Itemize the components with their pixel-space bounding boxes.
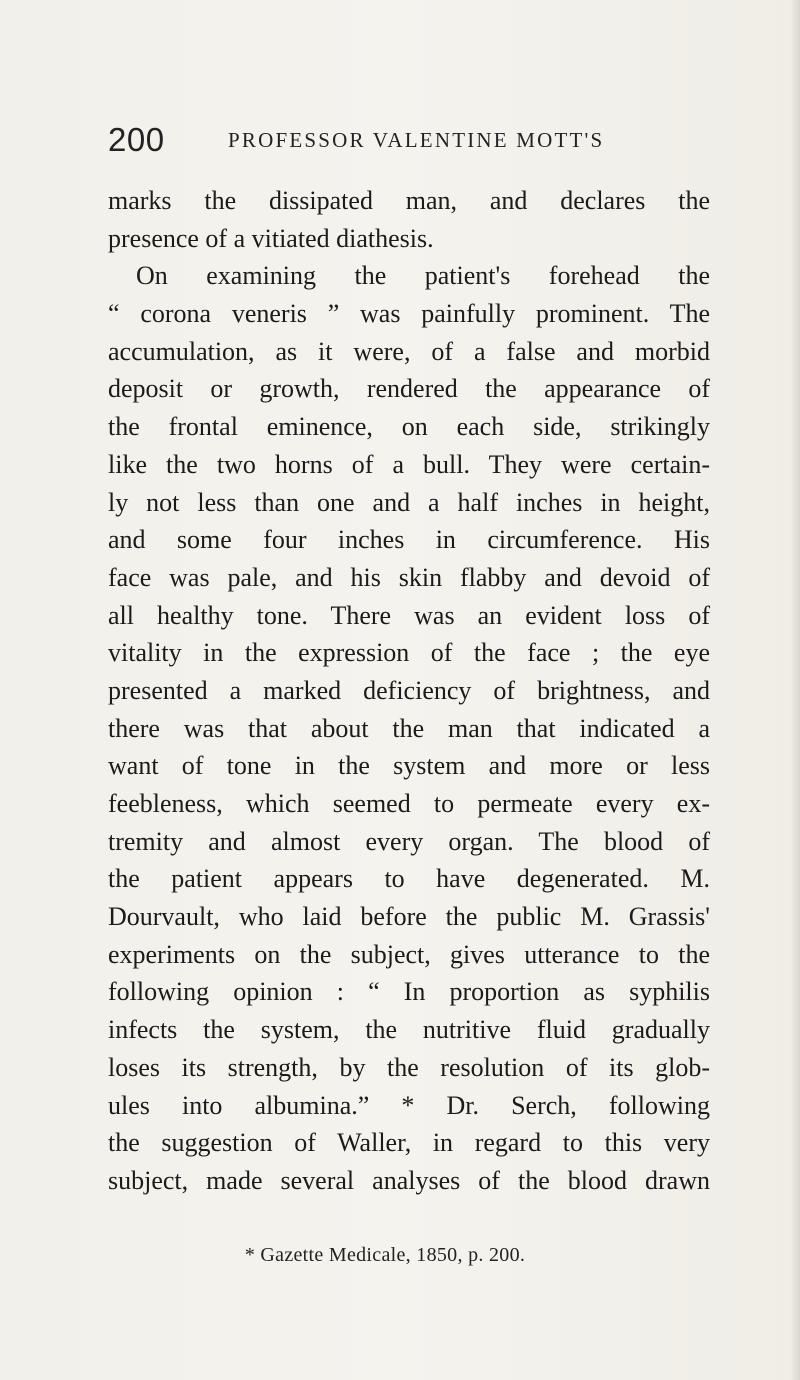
text-line: the frontal eminence, on each side, strikingly	[108, 412, 710, 442]
text-line: feebleness, which seemed to permeate every ex-	[108, 789, 710, 818]
text-line: ules into albumina.” * Dr. Serch, following	[108, 1090, 710, 1120]
text-line: presented a marked deficiency of brightness, and	[108, 675, 710, 705]
text-line: like the two horns of a bull. They were certain-	[108, 449, 710, 479]
text-line: all healthy tone. There was an evident loss of	[108, 600, 710, 630]
text-line: the patient appears to have degenerated. M.	[108, 864, 710, 894]
text-line: face was pale, and his skin flabby and devoid of	[108, 562, 710, 592]
running-head: PROFESSOR VALENTINE MOTT'S	[228, 128, 605, 152]
text-line: there was that about the man that indicated a	[108, 713, 710, 743]
footnote-text: * Gazette Medicale, 1850, p. 200.	[244, 1244, 526, 1266]
text-line: presence of a vitiated diathesis.	[108, 223, 434, 253]
text-line: subject, made several analyses of the blood drawn	[108, 1165, 710, 1195]
text-line: ly not less than one and a half inches in height,	[108, 487, 710, 517]
text-line: Dourvault, who laid before the public M. Grassis'	[108, 902, 710, 932]
text-line: and some four inches in circumference. His	[108, 525, 710, 555]
page-header	[108, 120, 708, 160]
text-line: loses its strength, by the resolution of its glob-	[108, 1052, 710, 1082]
text-line: On examining the patient's forehead the	[136, 261, 710, 291]
text-line: accumulation, as it were, of a false and morbid	[108, 336, 710, 366]
text-line: tremity and almost every organ. The blood of	[108, 826, 710, 856]
text-line: “ corona veneris ” was painfully prominent. The	[108, 299, 710, 329]
text-line: following opinion : “ In proportion as syphilis	[108, 977, 710, 1007]
text-line: experiments on the subject, gives utterance to the	[108, 939, 710, 969]
text-line: the suggestion of Waller, in regard to this very	[108, 1128, 710, 1158]
text-line: infects the system, the nutritive fluid gradually	[108, 1015, 710, 1045]
text-line: marks the dissipated man, and declares the	[108, 186, 710, 215]
text-line: vitality in the expression of the face ; the eye	[108, 638, 710, 668]
footnote	[0, 1241, 800, 1269]
text-line: deposit or growth, rendered the appearance of	[108, 374, 710, 404]
body-text	[108, 182, 710, 1200]
text-line: want of tone in the system and more or less	[108, 751, 710, 781]
page-number: 200	[108, 121, 165, 158]
page-edge-shadow	[790, 0, 800, 1380]
